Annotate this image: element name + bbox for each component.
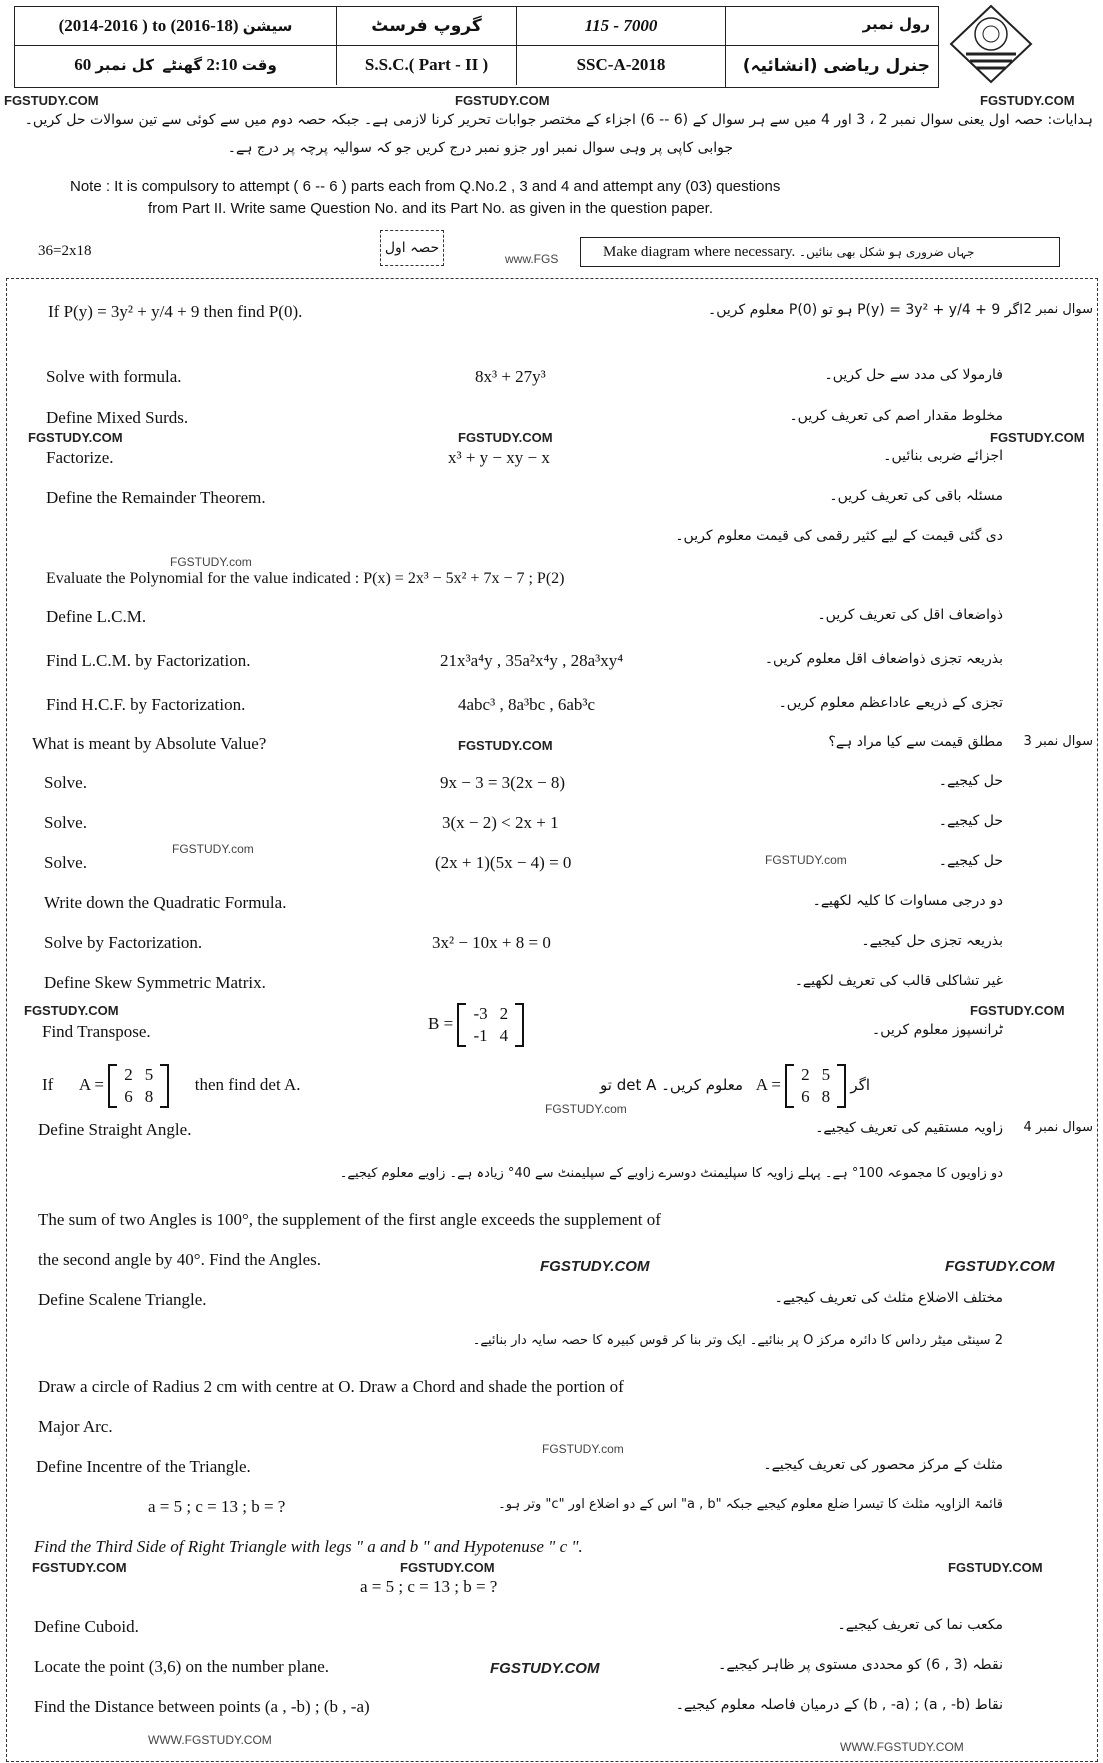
watermark: FGSTUDY.COM: [458, 738, 553, 753]
q2-ix-expr: 4abc³ , 8a³bc , 6ab³c: [458, 695, 596, 714]
q3-viii-ur: ٹرانسپوز معلوم کریں۔: [872, 1022, 1003, 1038]
q3-iv-expr: (2x + 1)(5x − 4) = 0: [435, 853, 572, 872]
matrix-cell: 8: [821, 1087, 831, 1106]
watermark: FGSTUDY.COM: [970, 1003, 1065, 1018]
watermark: FGSTUDY.COM: [458, 430, 553, 445]
matrix-cell: 8: [144, 1087, 154, 1106]
q4-iv-ur: 2 سینٹی میٹر رداس کا دائرہ مرکز O پر بنائیے۔ ایک وتر بنا کر قوس کبیرہ کا حصہ سایہ دار بنائیے۔: [472, 1333, 1003, 1348]
watermark: FGSTUDY.COM: [24, 1003, 119, 1018]
diagram-note-box: [580, 237, 1060, 267]
total-marks-label: کل نمبر: [95, 56, 154, 74]
q2-viii-en: Find L.C.M. by Factorization.: [46, 651, 251, 670]
watermark: FGSTUDY.com: [545, 1102, 627, 1116]
subject-title: جنرل ریاضی (انشائیہ): [742, 56, 930, 76]
q4-v-ur: مثلث کے مرکز محصور کی تعریف کیجیے۔: [763, 1457, 1003, 1473]
group-cell: [337, 7, 517, 45]
q4-iv-en-line1: Draw a circle of Radius 2 cm with centre at O. Draw a Chord and shade the portion of: [38, 1377, 624, 1396]
q3-i-en: What is meant by Absolute Value?: [32, 734, 267, 753]
q2-iv-ur: اجزائے ضربی بنائیں۔: [883, 448, 1003, 464]
watermark: FGSTUDY.COM: [455, 93, 550, 108]
matrix-cell: 2: [499, 1004, 509, 1023]
q3-v-ur: دو درجی مساوات کا کلیہ لکھیے۔: [812, 893, 1003, 909]
watermark: FGSTUDY.com: [765, 853, 847, 867]
session-cell: [15, 7, 337, 45]
q2-iii-ur: مخلوط مقدار اصم کی تعریف کریں۔: [789, 408, 1003, 424]
q3-ix-ur-wrap: [600, 1064, 870, 1108]
q3-vii-ur: غیر تشاکلی قالب کی تعریف لکھیے۔: [794, 973, 1003, 989]
watermark: FGSTUDY.COM: [28, 430, 123, 445]
q3-label: سوال نمبر 3: [1023, 734, 1093, 749]
q4-viii-en: Locate the point (3,6) on the number plane.: [34, 1657, 330, 1676]
section-marks: 36=2x18: [38, 243, 92, 259]
q3-i-ur: مطلق قیمت سے کیا مراد ہے؟: [828, 734, 1003, 750]
matrix-cell: 5: [144, 1065, 154, 1084]
matrix-cell: 4: [499, 1026, 509, 1045]
q4-iii-ur: مختلف الاضلاع مثلث کی تعریف کیجیے۔: [774, 1290, 1003, 1306]
instructions-urdu-line2: جوابی کاپی پر وہی سوال نمبر اور جزو نمبر درج کریں جو کہ سوالیہ پرچہ پر درج ہے۔: [227, 140, 733, 156]
q2-iv-en: Factorize.: [46, 448, 114, 467]
q4-iii-en: Define Scalene Triangle.: [38, 1290, 207, 1309]
matrix-cell: 5: [821, 1065, 831, 1084]
watermark: FGSTUDY.COM: [32, 1560, 127, 1575]
paper-code-cell: [517, 45, 725, 85]
q2-ii-ur: فارمولا کی مدد سے حل کریں۔: [824, 367, 1003, 383]
session-label: سیشن: [242, 17, 293, 35]
q2-ix-en: Find H.C.F. by Factorization.: [46, 695, 246, 714]
watermark: FGSTUDY.COM: [4, 93, 99, 108]
q3-iii-ur: حل کیجیے۔: [938, 813, 1003, 829]
q2-ii-en: Solve with formula.: [46, 367, 182, 386]
q4-viii-ur: نقطہ (3 , 6) کو محددی مستوی پر ظاہر کیجیے۔: [718, 1657, 1003, 1673]
time-marks-cell: [15, 45, 337, 85]
watermark: FGSTUDY.COM: [980, 93, 1075, 108]
q4-ix-en: Find the Distance between points (a , -b) ; (b , -a): [34, 1697, 370, 1716]
q2-vi-en: Evaluate the Polynomial for the value indicated : P(x) = 2x³ − 5x² + 7x − 7 ; P(2): [46, 570, 565, 587]
q4-vi-ur: قائمۃ الزاویہ مثلث کا تیسرا ضلع معلوم کیجیے جبکہ "a , b" اس کے دو اضلاع اور "c" وتر ہو۔: [498, 1497, 1003, 1512]
q3-ix-ur-post: تو det A معلوم کریں۔: [600, 1075, 743, 1094]
q3-viii-matrix-wrap: [428, 1003, 524, 1047]
q3-vi-ur: بذریعہ تجزی حل کیجیے۔: [861, 933, 1003, 949]
time-unit: گھنٹے: [162, 56, 203, 74]
q2-v-ur: مسئلہ باقی کی تعریف کریں۔: [829, 488, 1003, 504]
q2-i-en: If P(y) = 3y² + y/4 + 9 then find P(0).: [48, 302, 303, 321]
q2-i-ur: اگر P(y) = 3y² + y/4 + 9 ہو تو P(0) معلوم کریں۔: [708, 302, 1023, 318]
q3-ii-expr: 9x − 3 = 3(2x − 8): [440, 773, 566, 792]
subject-box: [726, 6, 939, 88]
q2-viii-ur: بذریعہ تجزی ذواضعاف اقل معلوم کریں۔: [764, 651, 1003, 667]
q4-ii-ur: دو زاویوں کا مجموعہ 100° ہے۔ پہلے زاویہ کا سپلیمنٹ دوسرے زاویے کے سپلیمنٹ سے 40° زیادہ ہے۔ زاویے معلوم کیجیے۔: [339, 1166, 1003, 1181]
q3-v-en: Write down the Quadratic Formula.: [44, 893, 287, 912]
matrix-a-label: A =: [78, 1074, 105, 1094]
q4-ix-ur: نقاط (a , -b) ; (b , -a) کے درمیان فاصلہ معلوم کیجیے۔: [675, 1697, 1003, 1713]
matrix-cell: 2: [801, 1065, 810, 1084]
group-label: گروپ فرسٹ: [371, 16, 482, 36]
watermark: WWW.FGSTUDY.COM: [840, 1740, 964, 1754]
q2-ii-expr: 8x³ + 27y³: [475, 367, 546, 386]
matrix-cell: -1: [473, 1026, 488, 1045]
watermark: WWW.FGSTUDY.COM: [148, 1733, 272, 1747]
watermark: FGSTUDY.COM: [400, 1560, 495, 1575]
q2-vii-en: Define L.C.M.: [46, 607, 147, 626]
q4-ii-en-line1: The sum of two Angles is 100°, the supplement of the first angle exceeds the supplement of: [38, 1210, 661, 1229]
matrix-cell: 2: [124, 1065, 133, 1084]
session-value: (2014-2016 ) to (2016-18): [58, 16, 239, 35]
instructions-note-line2: from Part II. Write same Question No. and its Part No. as given in the question paper.: [148, 200, 713, 217]
q4-vi-en: Find the Third Side of Right Triangle with legs " a and b " and Hypotenuse " c ".: [34, 1537, 583, 1556]
q3-ix-if: If: [42, 1074, 54, 1094]
q3-iv-en: Solve.: [44, 853, 87, 872]
roll-label: رول نمبر: [862, 15, 930, 33]
q2-iii-en: Define Mixed Surds.: [46, 408, 189, 427]
q2-vi-ur: دی گئی قیمت کے لیے کثیر رقمی کی قیمت معلوم کریں۔: [675, 528, 1003, 544]
class-cell: [337, 45, 517, 85]
q2-v-en: Define the Remainder Theorem.: [46, 488, 266, 507]
total-marks: 60: [74, 55, 92, 74]
watermark: FGSTUDY.COM: [490, 1660, 600, 1677]
matrix-a-ur: [785, 1064, 846, 1108]
watermark: FGSTUDY.com: [172, 842, 254, 856]
board-emblem-icon: [946, 4, 1036, 86]
instructions-note-line1: Note : It is compulsory to attempt ( 6 -- 6 ) parts each from Q.No.2 , 3 and 4 and attempt any (03) questions: [70, 178, 781, 195]
matrix-cell: -3: [473, 1004, 488, 1023]
q4-vii-en: Define Cuboid.: [34, 1617, 139, 1636]
watermark: FGSTUDY.COM: [540, 1258, 650, 1275]
diagram-note-urdu: جہاں ضروری ہو شکل بھی بنائیں۔: [799, 245, 975, 259]
watermark: www.FGS: [505, 252, 559, 266]
q3-iv-ur: حل کیجیے۔: [938, 853, 1003, 869]
header-table: [14, 6, 726, 88]
q2-vii-ur: ذواضعاف اقل کی تعریف کریں۔: [817, 607, 1003, 623]
matrix-b-label: B =: [428, 1013, 454, 1033]
q3-vi-en: Solve by Factorization.: [44, 933, 203, 952]
q2-viii-expr: 21x³a⁴y , 35a²x⁴y , 28a³xy⁴: [440, 651, 624, 670]
q4-label: سوال نمبر 4: [1023, 1120, 1093, 1135]
q4-v-en: Define Incentre of the Triangle.: [36, 1457, 251, 1476]
q4-i-en: Define Straight Angle.: [38, 1120, 192, 1139]
matrix-a: [108, 1064, 169, 1108]
time-label: وقت: [241, 56, 277, 74]
part-one-label: حصہ اول: [380, 230, 444, 266]
watermark: FGSTUDY.COM: [990, 430, 1085, 445]
diagram-note: Make diagram where necessary.: [603, 243, 796, 260]
time-value: 2:10: [206, 55, 238, 74]
q4-vi-expr: a = 5 ; c = 13 ; b = ?: [148, 1497, 286, 1516]
watermark: FGSTUDY.COM: [948, 1560, 1043, 1575]
q4-ii-en-line2: the second angle by 40°. Find the Angles.: [38, 1250, 322, 1269]
matrix-a-label-ur: A =: [755, 1074, 781, 1094]
instructions-urdu-line1: ہدایات: حصہ اول یعنی سوال نمبر 2 ، 3 اور 4 میں سے ہر سوال کے (6 -- 6) اجزاء کے مختصر جوابات تحریر کرنا لازمی ہے۔ جبکہ حصہ دوم میں سے کوئی سے تین سوالات حل کریں۔: [24, 112, 1093, 128]
roll-code: 115 - 7000: [584, 16, 658, 35]
watermark: FGSTUDY.com: [542, 1442, 624, 1456]
roll-cell: [517, 7, 725, 45]
q3-ix-ur-pre: اگر: [850, 1075, 871, 1094]
matrix-cell: 6: [801, 1087, 810, 1106]
q3-ii-ur: حل کیجیے۔: [938, 773, 1003, 789]
q2-iv-expr: x³ + y − xy − x: [448, 448, 550, 467]
watermark: FGSTUDY.com: [170, 555, 252, 569]
q4-iv-en-line2: Major Arc.: [38, 1417, 113, 1436]
q3-ix-then: then find det A.: [194, 1074, 301, 1094]
q2-label: سوال نمبر 2: [1023, 302, 1093, 317]
q3-ix-en-wrap: [42, 1064, 301, 1108]
q4-vii-ur: مکعب نما کی تعریف کیجیے۔: [837, 1617, 1003, 1633]
q4-i-ur: زاویہ مستقیم کی تعریف کیجیے۔: [815, 1120, 1003, 1136]
q3-iii-en: Solve.: [44, 813, 87, 832]
watermark: FGSTUDY.COM: [945, 1258, 1055, 1275]
matrix-cell: 6: [124, 1087, 133, 1106]
q3-vi-expr: 3x² − 10x + 8 = 0: [432, 933, 551, 952]
q3-viii-en: Find Transpose.: [42, 1022, 151, 1041]
q2-ix-ur: تجزی کے ذریعے عاداعظم معلوم کریں۔: [778, 695, 1003, 711]
paper-code: SSC-A-2018: [576, 55, 666, 74]
q3-iii-expr: 3(x − 2) < 2x + 1: [442, 813, 559, 832]
q3-ii-en: Solve.: [44, 773, 87, 792]
q3-vii-en: Define Skew Symmetric Matrix.: [44, 973, 266, 992]
matrix-b: [457, 1003, 524, 1047]
q4-vi-expr2: a = 5 ; c = 13 ; b = ?: [360, 1577, 498, 1596]
class-name: S.S.C.( Part - II ): [364, 55, 489, 74]
